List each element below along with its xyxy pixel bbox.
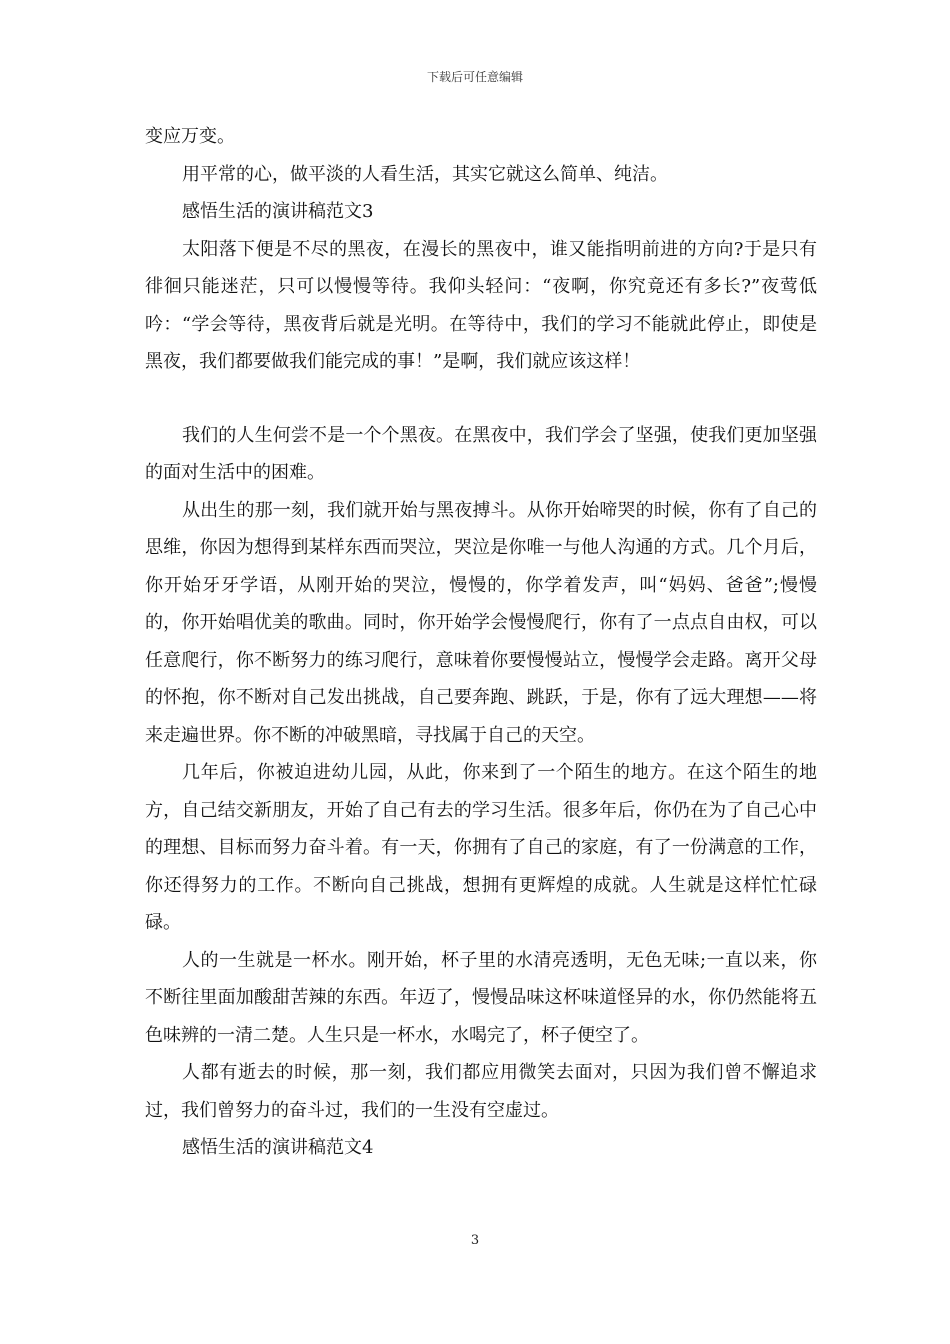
document-body xyxy=(145,118,817,1167)
paragraph: 人都有逝去的时候，那一刻，我们都应用微笑去面对，只因为我们曾不懈追求过，我们曾努力的奋斗过，我们的一生没有空虚过。 xyxy=(145,1062,817,1121)
page-header: 下载后可任意编辑 xyxy=(426,70,523,84)
paragraph: 太阳落下便是不尽的黑夜，在漫长的黑夜中，谁又能指明前进的方向?于是只有徘徊只能迷茫，只可以慢慢等待。我仰头轻问：“夜啊，你究竟还有多长?”夜莺低吟：“学会等待，黑夜背后就是光明。在等待中，我们的学习不能就此停止，即使是黑夜，我们都要做我们能完成的事！”是啊，我们就应该这样！ xyxy=(145,238,817,372)
paragraph: 变应万变。 xyxy=(145,126,235,147)
paragraph: 几年后，你被迫进幼儿园，从此，你来到了一个陌生的地方。在这个陌生的地方，自己结交新朋友，开始了自己有去的学习生活。很多年后，你仍在为了自己心中的理想、目标而努力奋斗着。有一天，你拥有了自己的家庭，有了一份满意的工作，你还得努力的工作。不断向自己挑战，想拥有更辉煌的成就。人生就是这样忙忙碌碌。 xyxy=(145,762,817,933)
paragraph: 人的一生就是一杯水。刚开始，杯子里的水清亮透明，无色无味;一直以来，你不断往里面加酸甜苦辣的东西。年迈了，慢慢品味这杯味道怪异的水，你仍然能将五色味辨的一清二楚。人生只是一杯水，水喝完了，杯子便空了。 xyxy=(145,949,817,1046)
paragraph: 用平常的心，做平淡的人看生活，其实它就这么简单、纯洁。 xyxy=(182,163,668,185)
paragraph: 我们的人生何尝不是一个个黑夜。在黑夜中，我们学会了坚强，使我们更加坚强的面对生活中的困难。 xyxy=(145,424,817,483)
section-heading: 感悟生活的演讲稿范文4 xyxy=(182,1137,374,1158)
paragraph: 从出生的那一刻，我们就开始与黑夜搏斗。从你开始啼哭的时候，你有了自己的思维，你因为想得到某样东西而哭泣，哭泣是你唯一与他人沟通的方式。几个月后，你开始牙牙学语，从刚开始的哭泣，慢慢的，你学着发声，叫“妈妈、爸爸”;慢慢的，你开始唱优美的歌曲。同时，你开始学会慢慢爬行，你有了一点点自由权，可以任意爬行，你不断努力的练习爬行，意味着你要慢慢站立，慢慢学会走路。离开父母的怀抱，你不断对自己发出挑战，自己要奔跑、跳跃，于是，你有了远大理想——将来走遍世界。你不断的冲破黑暗，寻找属于自己的天空。 xyxy=(145,499,817,746)
section-heading: 感悟生活的演讲稿范文3 xyxy=(182,201,374,222)
page-number: 3 xyxy=(470,1233,480,1248)
